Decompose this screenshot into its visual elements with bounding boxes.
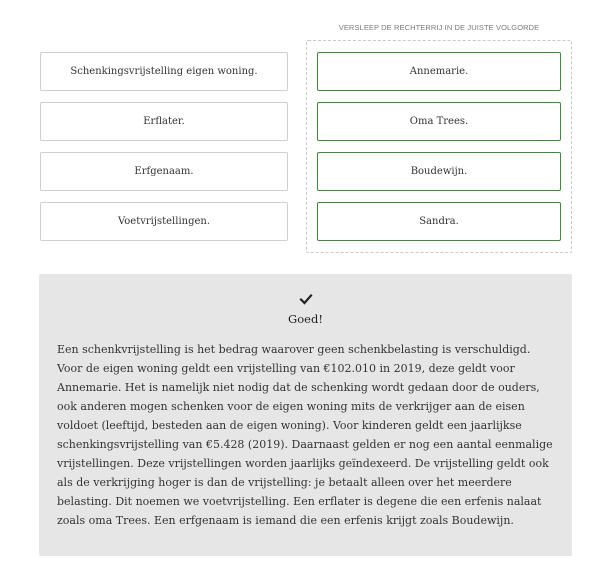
checkmark-icon <box>299 292 313 306</box>
draggable-item-2[interactable]: Oma Trees. <box>317 102 561 141</box>
left-item-2: Erflater. <box>40 102 288 141</box>
draggable-item-1[interactable]: Annemarie. <box>317 52 561 91</box>
draggable-item-3[interactable]: Boudewijn. <box>317 152 561 191</box>
left-column <box>40 52 288 252</box>
left-item-1: Schenkingsvrijstelling eigen woning. <box>40 52 288 91</box>
feedback-status: Goed! <box>288 312 323 326</box>
sortable-list <box>317 52 561 252</box>
feedback-explanation: Een schenkvrijstelling is het bedrag waarover geen schenkbelasting is verschuldigd. Voor de eigen woning geldt een vrijstelling van €102.010 in 2019, deze geldt voor Annemarie. Het is namelijk niet nodig dat de schenking wordt gedaan door de ouders, ook anderen mogen schenken voor de eigen woning mits de verkrijger aan de eisen voldoet (leeftijd, besteden aan de eigen woning). Voor kinderen geldt een jaarlijkse schenkingsvrijstelling van €5.428 (2019). Daarnaast gelden er nog een aantal eenmalige vrijstellingen. Deze vrijstellingen worden jaarlijks geïndexeerd. De vrijstelling geldt ook als de verkrijging hoger is dan de vrijstelling: je betaalt alleen over het meerdere belasting. Dit noemen we voetvrijstelling. Een erflater is degene die een erfenis nalaat zoals oma Trees. Een erfgenaam is iemand die een erfenis krijgt zoals Boudewijn. <box>57 343 553 527</box>
left-item-4: Voetvrijstellingen. <box>40 202 288 241</box>
draggable-item-4[interactable]: Sandra. <box>317 202 561 241</box>
left-item-3: Erfgenaam. <box>40 152 288 191</box>
feedback-panel <box>39 274 572 556</box>
sortable-drop-zone <box>306 40 572 253</box>
drag-instruction: VERSLEEP DE RECHTERRIJ IN DE JUISTE VOLGORDE <box>338 23 540 32</box>
